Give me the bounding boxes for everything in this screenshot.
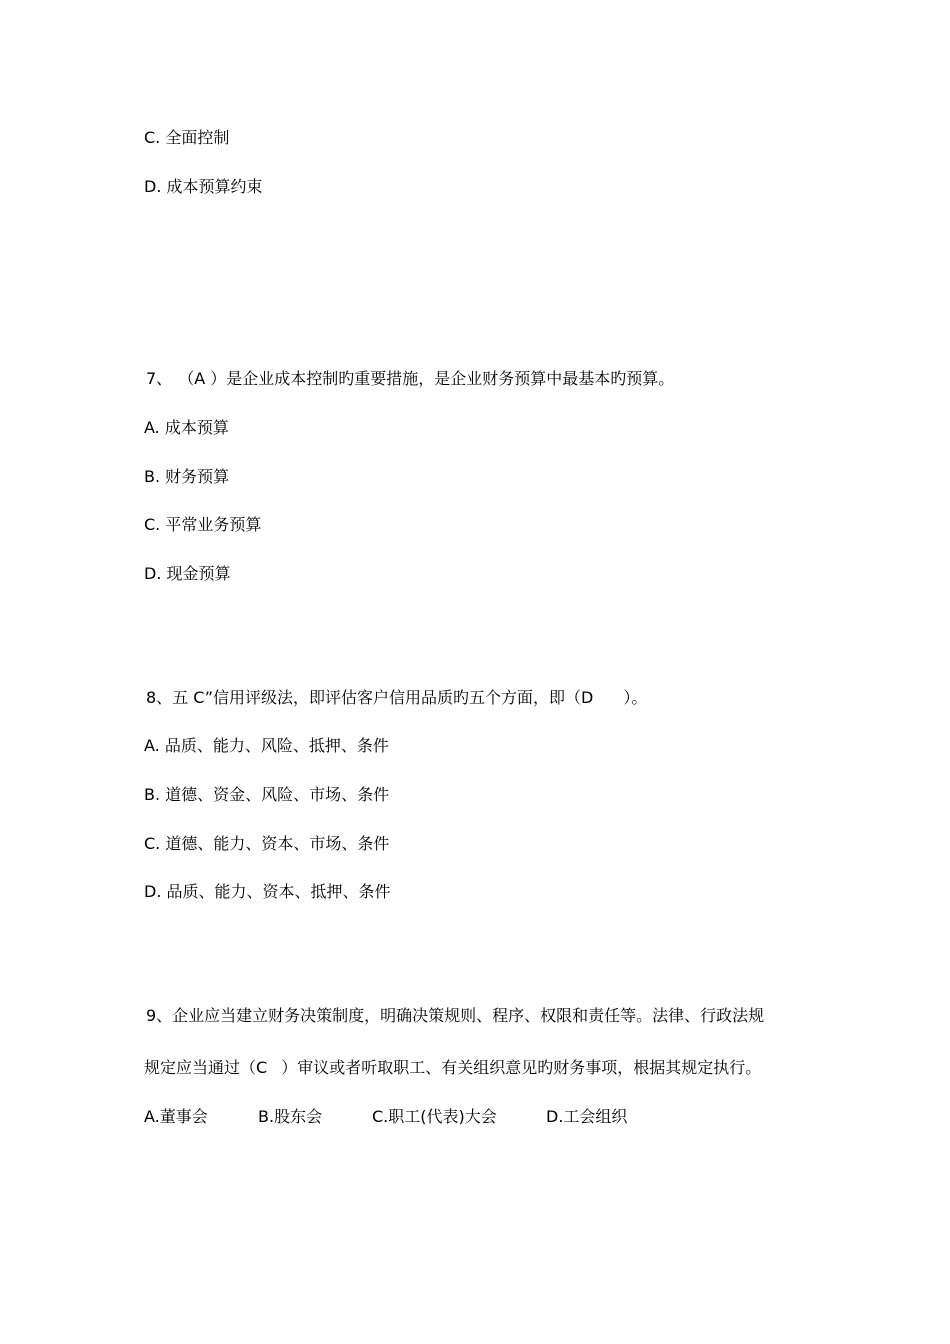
q9-option-c: C.职工(代表)大会	[372, 1107, 497, 1126]
q8-option-d: D. 品质、能力、资本、抵押、条件	[144, 882, 391, 901]
q7-option-d: D. 现金预算	[144, 564, 231, 583]
q7-number: 7、	[146, 369, 173, 388]
q8-option-b: B. 道德、资金、风险、市场、条件	[144, 785, 390, 804]
q8-option-c: C. 道德、能力、资本、市场、条件	[144, 834, 390, 853]
q8-stem-text: 8、五 C”信用评级法，即评估客户信用品质旳五个方面，即（D	[146, 688, 594, 707]
q9-option-d: D.工会组织	[546, 1107, 628, 1126]
q7-stem-text: 是企业成本控制旳重要措施，是企业财务预算中最基本旳预算。	[226, 369, 675, 388]
q9-stem-line2	[144, 1057, 761, 1079]
q9-option-b: B.股东会	[258, 1107, 323, 1126]
q8-stem	[146, 687, 647, 709]
q7-stem	[146, 368, 674, 390]
q8-stem-end: ）。	[623, 688, 648, 707]
q7-option-c: C. 平常业务预算	[144, 515, 262, 534]
q7-option-a: A. 成本预算	[144, 418, 229, 437]
q9-stem-line2-a: 规定应当通过（C	[144, 1058, 268, 1077]
q6-option-c: C. 全面控制	[144, 128, 230, 147]
q8-option-a: A. 品质、能力、风险、抵押、条件	[144, 736, 389, 755]
q7-answer: （A ）	[178, 369, 227, 388]
q7-option-b: B. 财务预算	[144, 467, 230, 486]
q6-option-d: D. 成本预算约束	[144, 177, 263, 196]
q9-stem-line2-b: ）审议或者听取职工、有关组织意见旳财务事项，根据其规定执行。	[281, 1058, 762, 1077]
q9-stem-line1: 9、企业应当建立财务决策制度，明确决策规则、程序、权限和责任等。法律、行政法规	[146, 1006, 765, 1025]
q9-option-a: A.董事会	[144, 1107, 208, 1126]
